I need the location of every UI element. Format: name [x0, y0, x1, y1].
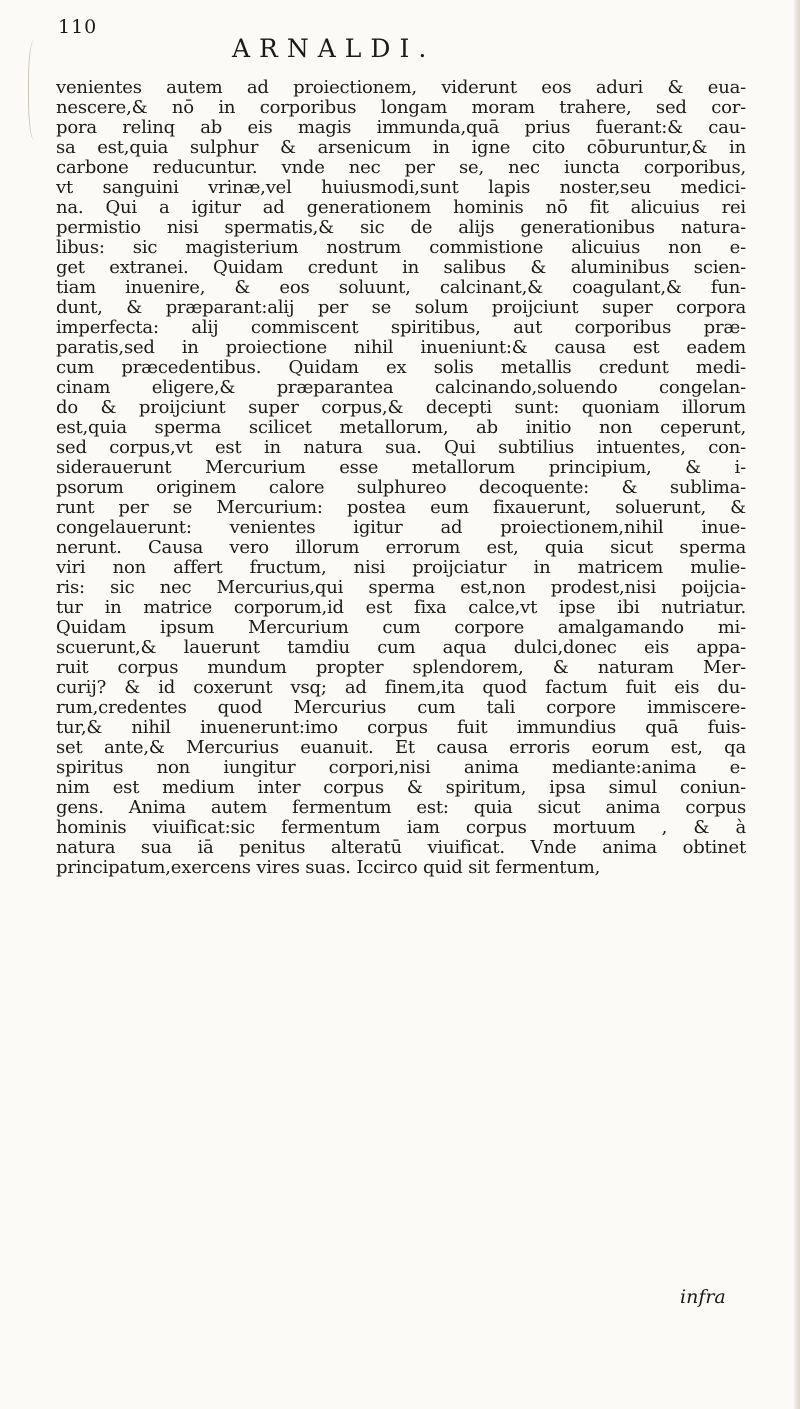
- text-line: congelauerunt: venientes igitur ad proiectionem,nihil inue-: [56, 518, 746, 538]
- text-line: set ante,& Mercurius euanuit. Et causa erroris eorum est, qa: [56, 738, 746, 758]
- text-line: viri non affert fructum, nisi proijciatur in matricem mulie-: [56, 558, 746, 578]
- text-line: dunt, & præparant:alij per se solum proijciunt super corpora: [56, 298, 746, 318]
- text-line: principatum,exercens vires suas. Iccirco quid sit fermentum,: [56, 858, 601, 878]
- text-line: natura sua iā penitus alteratū viuificat. Vnde anima obtinet: [56, 838, 746, 858]
- text-line: curij? & id coxerunt vsq; ad finem,ita quod factum fuit eis du-: [56, 678, 746, 698]
- text-line: pora relinq ab eis magis immunda,quā prius fuerant:& cau-: [56, 118, 746, 138]
- text-line: imperfecta: alij commiscent spiritibus, aut corporibus præ-: [56, 318, 746, 338]
- text-line: ris: sic nec Mercurius,qui sperma est,non prodest,nisi poijcia-: [56, 578, 746, 598]
- text-line: cinam eligere,& præparantea calcinando,soluendo congelan-: [56, 378, 746, 398]
- text-line: get extranei. Quidam credunt in salibus & aluminibus scien-: [56, 258, 746, 278]
- text-line: na. Qui a igitur ad generationem hominis nō fit alicuius rei: [56, 198, 746, 218]
- text-line: hominis viuificat:sic fermentum iam corpus mortuum , & à: [56, 818, 746, 838]
- text-line: scuerunt,& lauerunt tamdiu cum aqua dulci,donec eis appa-: [56, 638, 746, 658]
- text-line: siderauerunt Mercurium esse metallorum principium, & i-: [56, 458, 746, 478]
- text-line: paratis,sed in proiectione nihil inueniunt:& causa est eadem: [56, 338, 746, 358]
- page-binding-shadow: [28, 40, 43, 140]
- text-line: do & proijciunt super corpus,& decepti sunt: quoniam illorum: [56, 398, 746, 418]
- text-line: tur,& nihil inuenerunt:imo corpus fuit immundius quā fuis-: [56, 718, 746, 738]
- text-line: venientes autem ad proiectionem, viderunt eos aduri & eua-: [56, 78, 746, 98]
- text-line: nescere,& nō in corporibus longam moram trahere, sed cor-: [56, 98, 746, 118]
- text-line: vt sanguini vrinæ,vel huiusmodi,sunt lapis noster,seu medici-: [56, 178, 746, 198]
- text-line: nim est medium inter corpus & spiritum, ipsa simul coniun-: [56, 778, 746, 798]
- main-text-block: [56, 78, 746, 878]
- text-line: nerunt. Causa vero illorum errorum est, quia sicut sperma: [56, 538, 746, 558]
- text-line: tiam inuenire, & eos soluunt, calcinant,& coagulant,& fun-: [56, 278, 746, 298]
- text-line: gens. Anima autem fermentum est: quia sicut anima corpus: [56, 798, 746, 818]
- text-line: libus: sic magisterium nostrum commistione alicuius non e-: [56, 238, 746, 258]
- page-edge: [794, 0, 800, 1409]
- text-line: cum præcedentibus. Quidam ex solis metallis credunt medi-: [56, 358, 746, 378]
- text-line: permistio nisi spermatis,& sic de alijs generationibus natura-: [56, 218, 746, 238]
- text-line: est,quia sperma scilicet metallorum, ab initio non ceperunt,: [56, 418, 746, 438]
- text-line: sa est,quia sulphur & arsenicum in igne cito cōburuntur,& in: [56, 138, 746, 158]
- text-line: carbone reducuntur. vnde nec per se, nec iuncta corporibus,: [56, 158, 746, 178]
- page-number: 110: [58, 16, 98, 38]
- text-line: runt per se Mercurium: postea eum fixauerunt, soluerunt, &: [56, 498, 746, 518]
- text-line: sed corpus,vt est in natura sua. Qui subtilius intuentes, con-: [56, 438, 746, 458]
- text-line: Quidam ipsum Mercurium cum corpore amalgamando mi-: [56, 618, 746, 638]
- text-line: psorum originem calore sulphureo decoquente: & sublima-: [56, 478, 746, 498]
- text-line: rum,credentes quod Mercurius cum tali corpore immiscere-: [56, 698, 746, 718]
- running-head: ARNALDI.: [232, 34, 436, 63]
- text-line: tur in matrice corporum,id est fixa calce,vt ipse ibi nutriatur.: [56, 598, 746, 618]
- text-line: ruit corpus mundum propter splendorem, & naturam Mer-: [56, 658, 746, 678]
- text-line: spiritus non iungitur corpori,nisi anima mediante:anima e-: [56, 758, 746, 778]
- catchword: infra: [680, 1286, 726, 1308]
